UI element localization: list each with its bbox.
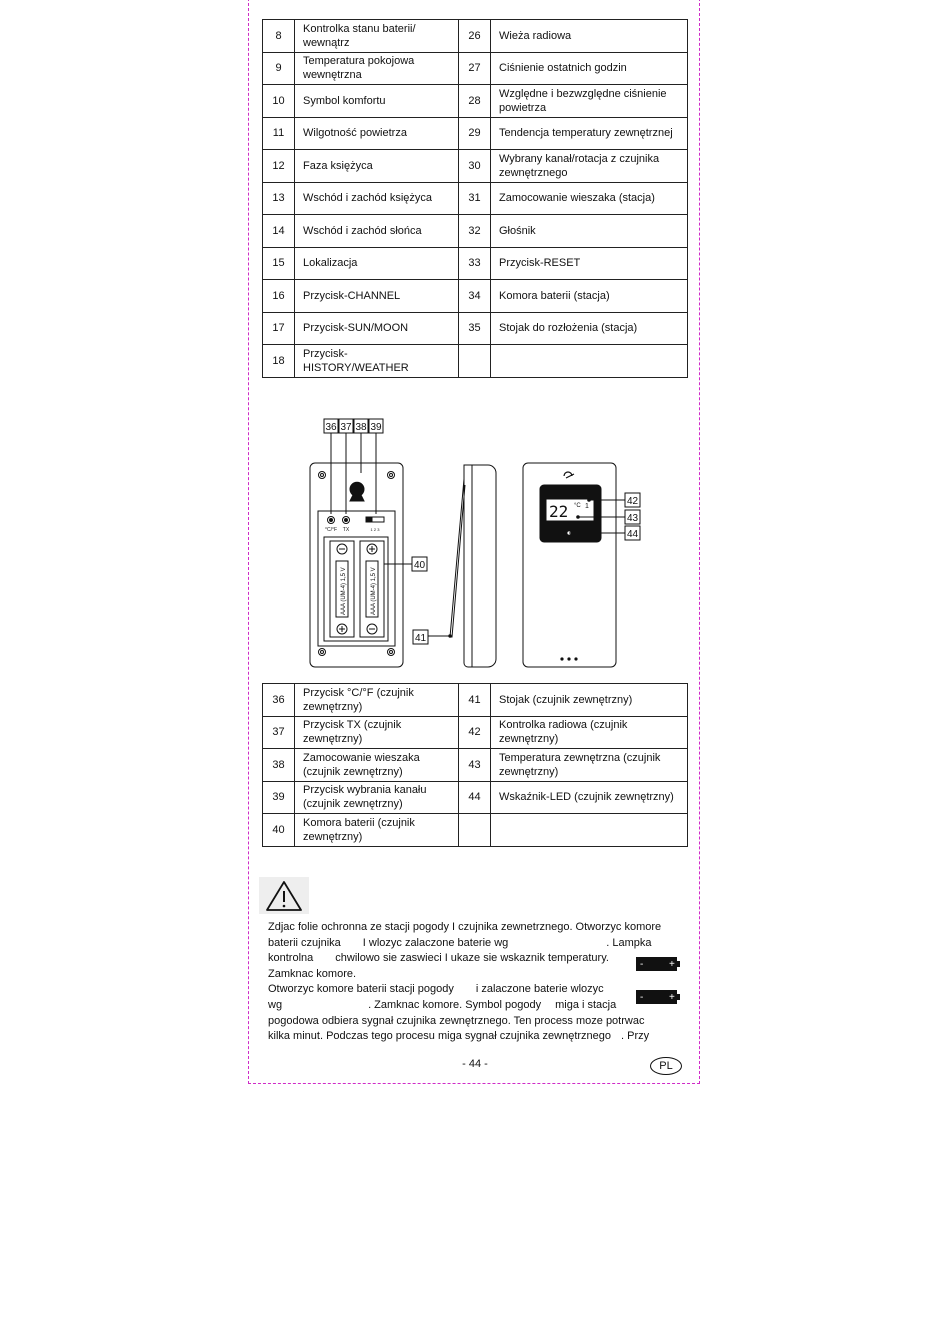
callout-39 bbox=[369, 419, 383, 514]
item-description: Zamocowanie wieszaka (czujnik zewnętrzny) bbox=[295, 749, 459, 782]
item-number bbox=[459, 814, 491, 847]
item-description: Przycisk TX (czujnik zewnętrzny) bbox=[295, 716, 459, 749]
item-description: Faza księżyca bbox=[295, 150, 459, 183]
svg-text:43: 43 bbox=[626, 513, 639, 524]
item-description: Komora baterii (czujnik zewnętrzny) bbox=[295, 814, 459, 847]
item-description: Stojak (czujnik zewnętrzny) bbox=[491, 684, 688, 717]
item-description: Symbol komfortu bbox=[295, 85, 459, 118]
item-number: 41 bbox=[459, 684, 491, 717]
item-description: Wybrany kanał/rotacja z czujnika zewnętrznego bbox=[491, 150, 688, 183]
callout-36 bbox=[324, 419, 338, 514]
item-description: Zamocowanie wieszaka (stacja) bbox=[491, 182, 688, 215]
item-description: Lokalizacja bbox=[295, 247, 459, 280]
item-number: 40 bbox=[263, 814, 295, 847]
svg-text:1: 1 bbox=[585, 503, 589, 510]
item-number: 37 bbox=[263, 716, 295, 749]
parts-table-bottom bbox=[262, 683, 688, 847]
item-description: Wschód i zachód księżyca bbox=[295, 182, 459, 215]
battery-icon bbox=[636, 989, 680, 1005]
item-description: Wskaźnik-LED (czujnik zewnętrzny) bbox=[491, 781, 688, 814]
table-row bbox=[263, 716, 688, 749]
sensor-back-view bbox=[310, 463, 403, 667]
text-line-8: kilka minut. Podczas tego procesu miga sygnał czujnika zewnętrznego . Przy bbox=[268, 1030, 650, 1043]
item-number: 17 bbox=[263, 312, 295, 345]
table-row bbox=[263, 280, 688, 313]
item-number: 30 bbox=[459, 150, 491, 183]
page-number: - 44 - bbox=[462, 1058, 488, 1070]
item-number: 35 bbox=[459, 312, 491, 345]
item-number: 18 bbox=[263, 345, 295, 378]
svg-text:AAA (UM-4) 1,5 V: AAA (UM-4) 1,5 V bbox=[341, 567, 347, 615]
item-description bbox=[491, 345, 688, 378]
item-number bbox=[459, 345, 491, 378]
battery-icon bbox=[636, 956, 680, 972]
item-description: Temperatura zewnętrzna (czujnik zewnętrzny) bbox=[491, 749, 688, 782]
item-description: Przycisk-RESET bbox=[491, 247, 688, 280]
svg-text:36: 36 bbox=[325, 422, 337, 433]
svg-text:41: 41 bbox=[414, 633, 427, 644]
svg-text:1 2 3: 1 2 3 bbox=[370, 527, 380, 532]
text-line-2: baterii czujnika I wlozyc zalaczone baterie wg . Lampka bbox=[268, 936, 652, 949]
text-line-5: Otworzyc komore baterii stacji pogody i zalaczone baterie wlozyc bbox=[268, 983, 604, 996]
table-row bbox=[263, 247, 688, 280]
table-row bbox=[263, 312, 688, 345]
item-description: Komora baterii (stacja) bbox=[491, 280, 688, 313]
svg-text:22: 22 bbox=[549, 502, 569, 521]
sensor-diagram-svg bbox=[300, 415, 650, 675]
item-description bbox=[491, 814, 688, 847]
wall-mount-hole-icon bbox=[350, 482, 364, 501]
item-description: Przycisk-HISTORY/WEATHER bbox=[295, 345, 459, 378]
item-number: 15 bbox=[263, 247, 295, 280]
svg-text:TX: TX bbox=[342, 527, 350, 533]
table-row bbox=[263, 345, 688, 378]
item-number: 13 bbox=[263, 182, 295, 215]
item-description: Wieża radiowa bbox=[491, 20, 688, 53]
svg-text:-: - bbox=[640, 959, 644, 970]
item-description: Przycisk wybrania kanału (czujnik zewnętrzny) bbox=[295, 781, 459, 814]
parts-table-top bbox=[262, 19, 688, 378]
item-description: Kontrolka stanu baterii/ wewnątrz bbox=[295, 20, 459, 53]
item-number: 12 bbox=[263, 150, 295, 183]
item-number: 38 bbox=[263, 749, 295, 782]
item-number: 31 bbox=[459, 182, 491, 215]
item-number: 36 bbox=[263, 684, 295, 717]
svg-text:42: 42 bbox=[626, 496, 639, 507]
callout-38 bbox=[354, 419, 368, 473]
svg-text:39: 39 bbox=[370, 422, 382, 433]
text-line-1: Zdjac folie ochronna ze stacji pogody I czujnika zewnetrznego. Otworzyc komore bbox=[268, 921, 662, 933]
item-number: 8 bbox=[263, 20, 295, 53]
item-number: 9 bbox=[263, 52, 295, 85]
item-description: Temperatura pokojowa wewnętrzna bbox=[295, 52, 459, 85]
language-badge: PL bbox=[650, 1057, 682, 1075]
item-description: Ciśnienie ostatnich godzin bbox=[491, 52, 688, 85]
item-description: Głośnik bbox=[491, 215, 688, 248]
instruction-text bbox=[268, 920, 688, 1045]
table-row bbox=[263, 781, 688, 814]
item-number: 32 bbox=[459, 215, 491, 248]
svg-text:°C/°F: °C/°F bbox=[324, 527, 338, 533]
text-line-7: pogodowa odbiera sygnał czujnika zewnętrznego. Ten process moze potrwac bbox=[268, 1014, 645, 1027]
table-row bbox=[263, 215, 688, 248]
text-line-6: wg . Zamknac komore. Symbol pogody miga i stacja bbox=[268, 998, 617, 1011]
item-description: Względne i bezwzględne ciśnienie powietrza bbox=[491, 85, 688, 118]
item-number: 26 bbox=[459, 20, 491, 53]
item-number: 10 bbox=[263, 85, 295, 118]
item-number: 43 bbox=[459, 749, 491, 782]
svg-text:38: 38 bbox=[355, 422, 367, 433]
warning-box bbox=[259, 877, 309, 914]
svg-text:-: - bbox=[640, 992, 644, 1003]
item-number: 27 bbox=[459, 52, 491, 85]
warning-triangle-icon bbox=[265, 880, 303, 912]
text-line-3: kontrolna chwilowo sie zaswieci I ukaze sie wskaznik temperatury. bbox=[268, 952, 609, 965]
item-number: 44 bbox=[459, 781, 491, 814]
item-number: 14 bbox=[263, 215, 295, 248]
table-row bbox=[263, 117, 688, 150]
item-number: 29 bbox=[459, 117, 491, 150]
table-row bbox=[263, 20, 688, 53]
table-row bbox=[263, 814, 688, 847]
item-number: 16 bbox=[263, 280, 295, 313]
svg-text:40: 40 bbox=[413, 560, 426, 571]
sensor-side-view bbox=[450, 465, 496, 667]
callout-41 bbox=[413, 630, 451, 644]
svg-text:+: + bbox=[669, 959, 675, 970]
table-row bbox=[263, 85, 688, 118]
item-description: Przycisk-SUN/MOON bbox=[295, 312, 459, 345]
item-description: Kontrolka radiowa (czujnik zewnętrzny) bbox=[491, 716, 688, 749]
svg-text:37: 37 bbox=[340, 422, 352, 433]
svg-text:AAA (UM-4) 1,5 V: AAA (UM-4) 1,5 V bbox=[371, 567, 377, 615]
table-row bbox=[263, 749, 688, 782]
table-row bbox=[263, 684, 688, 717]
item-description: Wschód i zachód słońca bbox=[295, 215, 459, 248]
table-row bbox=[263, 150, 688, 183]
item-description: Przycisk-CHANNEL bbox=[295, 280, 459, 313]
sensor-front-view bbox=[523, 463, 616, 667]
callout-40 bbox=[384, 557, 427, 571]
item-number: 34 bbox=[459, 280, 491, 313]
table-row bbox=[263, 182, 688, 215]
svg-text:44: 44 bbox=[626, 529, 639, 540]
item-number: 42 bbox=[459, 716, 491, 749]
svg-text:+: + bbox=[669, 992, 675, 1003]
item-description: Wilgotność powietrza bbox=[295, 117, 459, 150]
item-description: Przycisk °C/°F (czujnik zewnętrzny) bbox=[295, 684, 459, 717]
svg-text:°C: °C bbox=[574, 503, 581, 509]
text-line-4: Zamknac komore. bbox=[268, 967, 357, 980]
table-row bbox=[263, 52, 688, 85]
item-description: Stojak do rozłożenia (stacja) bbox=[491, 312, 688, 345]
item-number: 28 bbox=[459, 85, 491, 118]
item-number: 39 bbox=[263, 781, 295, 814]
sensor-diagram bbox=[300, 415, 650, 675]
item-number: 33 bbox=[459, 247, 491, 280]
brand-logo-icon bbox=[564, 472, 574, 478]
item-number: 11 bbox=[263, 117, 295, 150]
item-description: Tendencja temperatury zewnętrznej bbox=[491, 117, 688, 150]
